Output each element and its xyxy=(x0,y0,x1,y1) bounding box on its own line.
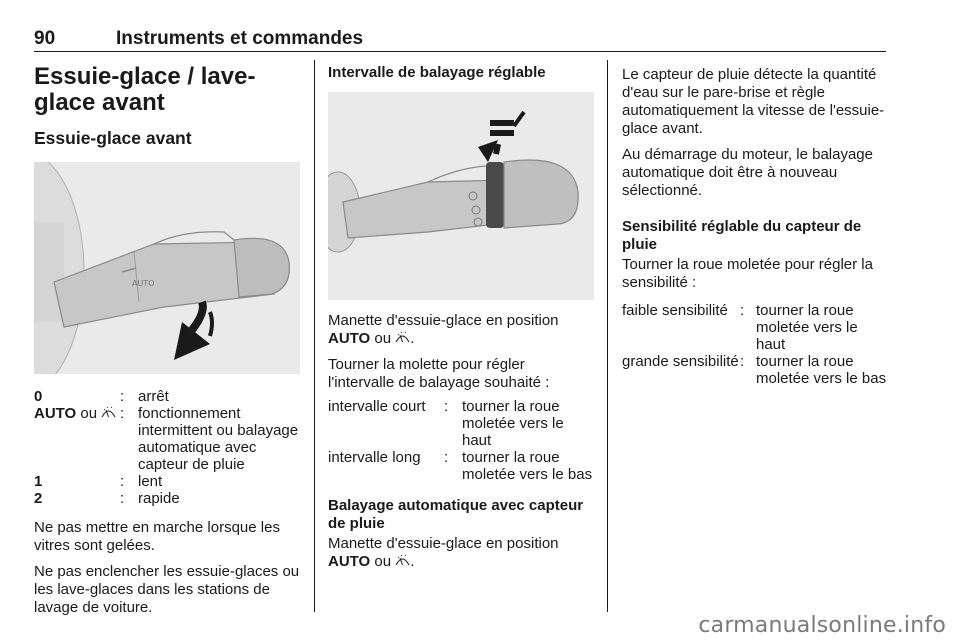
sensitivity-list xyxy=(622,302,888,387)
interval-wheel-illustration xyxy=(328,92,594,300)
sensitivity-key: grande sensibilité xyxy=(622,353,739,370)
separator: : xyxy=(120,490,125,507)
interval-key: intervalle court xyxy=(328,398,426,415)
subheading: Intervalle de balayage réglable xyxy=(328,64,546,81)
svg-text:AUTO: AUTO xyxy=(132,279,155,288)
section-title: Essuie-glace / lave-glace avant xyxy=(34,63,256,116)
column-divider xyxy=(607,60,608,612)
separator: : xyxy=(120,473,125,490)
rain-sensor-wiper-icon xyxy=(101,406,116,419)
paragraph: Tourner la molette pour régler l'intervalle de balayage souhaité : xyxy=(328,356,550,391)
paragraph: Au démarrage du moteur, le balayage automatique doit être à nouveau sélectionné. xyxy=(622,146,873,199)
column-3 xyxy=(622,60,888,387)
paragraph: Le capteur de pluie détecte la quantité d'eau sur le pare-brise et règle automatiquement la vitesse de l'essuie-glace avant. xyxy=(622,66,885,137)
warning-paragraph: Ne pas mettre en marche lorsque les vitres sont gelées. xyxy=(34,519,280,554)
chapter-title: Instruments et commandes xyxy=(116,28,364,49)
wiper-positions-list xyxy=(34,388,300,507)
position-value: fonctionnement intermittent ou balayage automatique avec capteur de pluie xyxy=(138,405,299,473)
separator: : xyxy=(740,302,745,319)
position-value: arrêt xyxy=(138,388,169,405)
column-2 xyxy=(328,60,594,571)
interval-value: tourner la roue moletée vers le haut xyxy=(462,398,564,449)
position-key: 0 xyxy=(34,388,43,405)
sensitivity-value: tourner la roue moletée vers le haut xyxy=(756,302,858,353)
separator: : xyxy=(740,353,745,370)
position-value: rapide xyxy=(138,490,180,507)
position-key: 1 xyxy=(34,473,43,490)
position-value: lent xyxy=(138,473,163,490)
sensitivity-key: faible sensibilité xyxy=(622,302,728,319)
page-number: 90 xyxy=(34,28,56,49)
interval-list xyxy=(328,398,594,483)
position-key: 2 xyxy=(34,490,43,507)
subsection-title: Essuie-glace avant xyxy=(34,128,192,148)
column-divider xyxy=(314,60,315,612)
sensitivity-value: tourner la roue moletée vers le bas xyxy=(756,353,887,387)
separator: : xyxy=(444,398,449,415)
wiper-stalk-illustration xyxy=(34,162,300,374)
interval-value: tourner la roue moletée vers le bas xyxy=(462,449,593,483)
subheading: Balayage automatique avec capteur de pluie xyxy=(328,497,584,532)
subheading: Sensibilité réglable du capteur de pluie xyxy=(622,218,862,253)
separator: : xyxy=(120,405,125,422)
separator: : xyxy=(120,388,125,405)
position-key-auto: AUTO ou xyxy=(34,405,120,473)
rain-sensor-wiper-icon xyxy=(395,331,410,344)
paragraph: Manette d'essuie-glace en position AUTO ou . xyxy=(328,535,559,570)
paragraph: Manette d'essuie-glace en position AUTO ou . xyxy=(328,312,559,347)
page-header xyxy=(34,24,886,52)
interval-key: intervalle long xyxy=(328,449,421,466)
paragraph: Tourner la roue moletée pour régler la sensibilité : xyxy=(622,256,873,291)
rain-sensor-wiper-icon xyxy=(395,554,410,567)
warning-paragraph: Ne pas enclencher les essuie-glaces ou les lave-glaces dans les stations de lavage de voiture. xyxy=(34,563,300,616)
separator: : xyxy=(444,449,449,466)
column-1 xyxy=(34,60,300,617)
watermark[interactable]: carmanualsonline.info xyxy=(698,613,946,638)
